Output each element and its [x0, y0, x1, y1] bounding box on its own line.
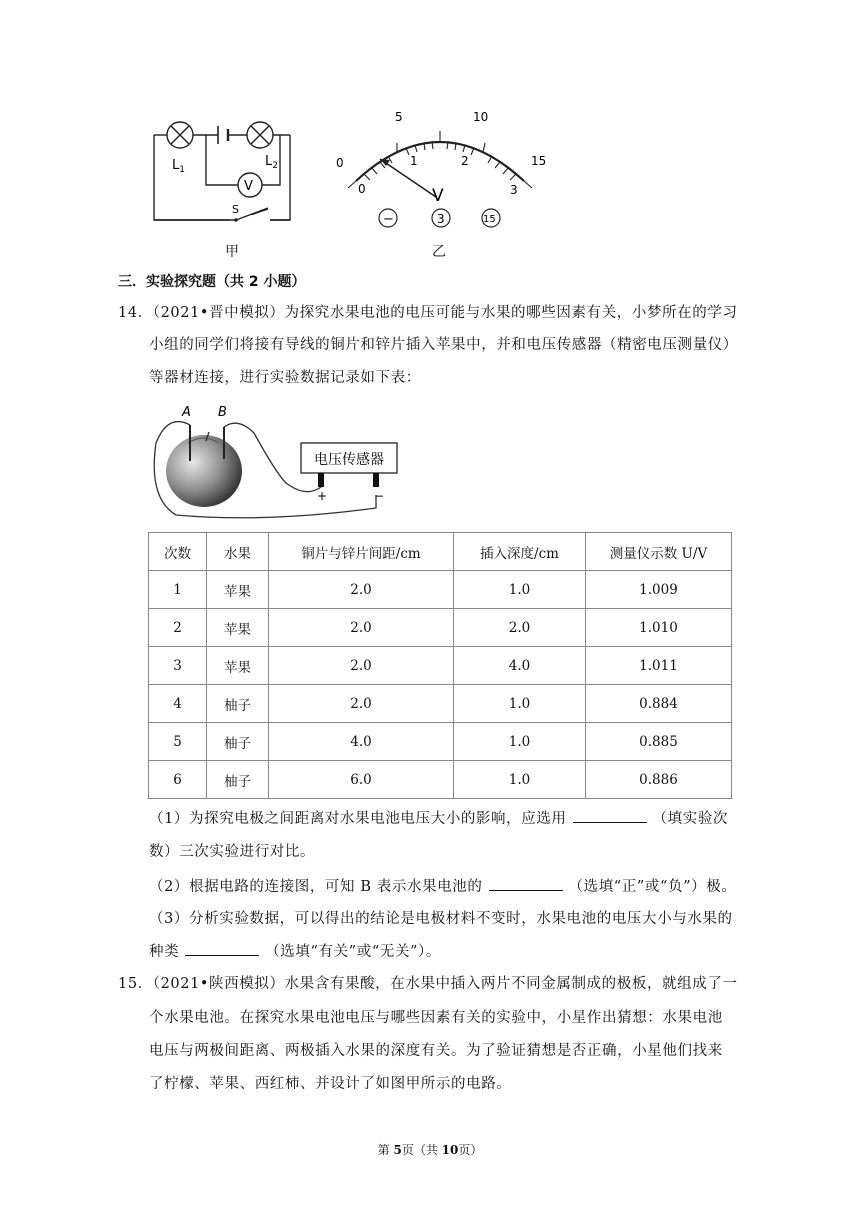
voltmeter-label: V	[244, 179, 253, 194]
q14-sub3-line-2	[149, 936, 759, 968]
table-cell: 苹果	[207, 647, 269, 685]
table-cell: 3	[149, 647, 207, 685]
q15-line-2: 个水果电池。在探究水果电池电压与哪些因素有关的实验中，小星作出猜想：水果电池	[149, 1010, 723, 1026]
voltmeter-dial	[328, 105, 558, 235]
footer-pre: 第	[377, 1143, 394, 1157]
table-cell: 4	[149, 685, 207, 723]
table-cell: 2.0	[269, 571, 454, 609]
terminal-3: 3	[437, 212, 445, 226]
table-cell: 1	[149, 571, 207, 609]
table-row	[149, 647, 732, 685]
table-cell: 1.010	[586, 609, 732, 647]
q14-sub3-line-1: （3）分析实验数据，可以得出的结论是电极材料不变时，水果电池的电压大小与水果的	[149, 911, 733, 927]
table-cell: 苹果	[207, 571, 269, 609]
answer-blank-3[interactable]	[185, 943, 259, 956]
table-row	[149, 723, 732, 761]
answer-blank-1[interactable]	[573, 810, 647, 823]
footer-post: 页）	[458, 1143, 483, 1157]
answer-blank-2[interactable]	[489, 878, 563, 891]
electrode-b-label: B	[218, 405, 227, 420]
table-cell: 苹果	[207, 609, 269, 647]
table-cell: 柚子	[207, 723, 269, 761]
table-header-cell: 插入深度/cm	[454, 533, 586, 571]
q14-line-1: 14．（2021•晋中模拟）为探究水果电池的电压可能与水果的哪些因素有关，小梦所在的学习	[118, 305, 738, 321]
q14-line-2: 小组的同学们将接有导线的铜片和锌片插入苹果中，并和电压传感器（精密电压测量仪）	[149, 337, 738, 353]
table-row	[149, 571, 732, 609]
q14-sub1-text-b: （填实验次	[652, 811, 729, 827]
lower-scale-3: 3	[510, 183, 518, 197]
experiment-data-table	[148, 532, 732, 799]
q15-line-3: 电压与两极间距离、两极插入水果的深度有关。为了验证猜想是否正确，小星他们找来	[149, 1043, 723, 1059]
q15-line-1: 15．（2021•陕西模拟）水果含有果酸，在水果中插入两片不同金属制成的极板，就组成了一	[118, 976, 738, 992]
page-footer	[0, 1141, 860, 1158]
table-cell: 2.0	[269, 609, 454, 647]
upper-scale-10: 10	[473, 110, 489, 124]
table-cell: 0.886	[586, 761, 732, 799]
upper-scale-0: 0	[336, 156, 344, 170]
table-row	[149, 609, 732, 647]
footer-total-pages: 10	[441, 1143, 459, 1157]
q15-line-4: 了柠檬、苹果、西红柿、并设计了如图甲所示的电路。	[149, 1076, 512, 1092]
upper-scale-15: 15	[531, 154, 547, 168]
table-header-cell: 水果	[207, 533, 269, 571]
terminal-15: 15	[483, 214, 496, 225]
sensor-minus-label: −	[374, 489, 385, 503]
table-cell: 0.885	[586, 723, 732, 761]
q14-sub1-text-a: （1）为探究电极之间距离对水果电池电压大小的影响，应选用	[149, 811, 567, 827]
table-header-row	[149, 533, 732, 571]
figure-caption-yi: 乙	[432, 244, 446, 260]
q14-sub3-text-b: 种类	[149, 944, 180, 960]
footer-page-number: 5	[393, 1143, 402, 1157]
q14-line-3: 等器材连接，进行实验数据记录如下表：	[149, 370, 421, 386]
table-cell: 6.0	[269, 761, 454, 799]
section-title: 三．实验探究题（共 2 小题）	[118, 274, 306, 290]
table-cell: 0.884	[586, 685, 732, 723]
q14-sub2-text-a: （2）根据电路的连接图，可知 B 表示水果电池的	[149, 879, 483, 895]
table-header-cell: 次数	[149, 533, 207, 571]
table-header-cell: 铜片与锌片间距/cm	[269, 533, 454, 571]
table-cell: 1.0	[454, 761, 586, 799]
lower-scale-1: 1	[410, 154, 418, 168]
q14-sub2-line	[149, 871, 759, 903]
q14-sub1-line-1	[149, 803, 759, 835]
meter-unit-label: V	[432, 186, 444, 206]
apple-sensor-figure	[146, 403, 416, 525]
apple-image	[166, 435, 242, 507]
table-cell: 5	[149, 723, 207, 761]
sensor-plus-label: +	[317, 489, 328, 503]
table-cell: 2	[149, 609, 207, 647]
table-cell: 4.0	[454, 647, 586, 685]
figure-caption-jia: 甲	[225, 244, 239, 260]
electrode-a-label: A	[182, 405, 191, 420]
table-cell: 4.0	[269, 723, 454, 761]
table-cell: 1.0	[454, 685, 586, 723]
lower-scale-2: 2	[461, 154, 469, 168]
table-cell: 1.011	[586, 647, 732, 685]
table-cell: 1.009	[586, 571, 732, 609]
table-cell: 2.0	[269, 647, 454, 685]
table-cell: 柚子	[207, 685, 269, 723]
table-cell: 2.0	[269, 685, 454, 723]
table-cell: 1.0	[454, 723, 586, 761]
table-cell: 6	[149, 761, 207, 799]
q14-sub1-line-2: 数）三次实验进行对比。	[149, 844, 316, 860]
voltage-sensor-label: 电压传感器	[314, 452, 384, 468]
q14-sub2-text-b: （选填“正”或“负”）极。	[568, 879, 737, 895]
bulb-l1-label: $L_1$	[172, 158, 185, 175]
upper-scale-5: 5	[395, 110, 403, 124]
table-row	[149, 685, 732, 723]
table-row	[149, 761, 732, 799]
table-header-cell: 测量仪示数 U/V	[586, 533, 732, 571]
table-cell: 柚子	[207, 761, 269, 799]
q14-sub3-text-c: （选填“有关”或“无关”）。	[265, 944, 442, 960]
bulb-l2-label: $L_2$	[265, 154, 278, 171]
lower-scale-0: 0	[358, 182, 366, 196]
footer-mid: 页（共	[401, 1143, 442, 1157]
circuit-diagram	[140, 115, 310, 260]
switch-label: S	[232, 203, 239, 216]
table-cell: 2.0	[454, 609, 586, 647]
table-cell: 1.0	[454, 571, 586, 609]
terminal-negative: −	[383, 212, 394, 227]
